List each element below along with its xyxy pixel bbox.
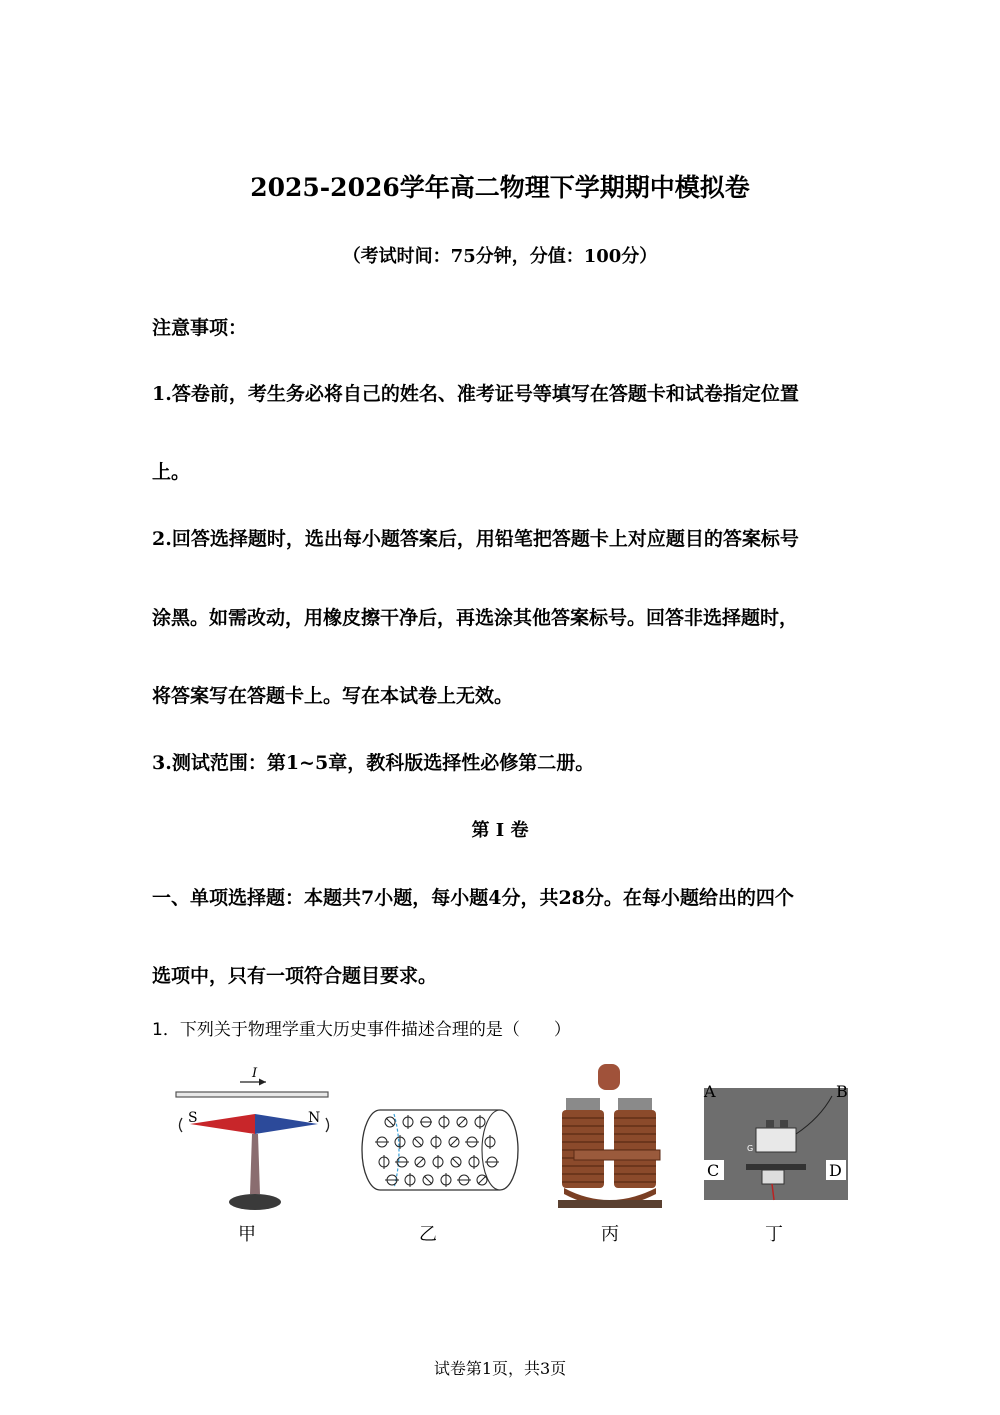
corner-c-label: C [707,1161,720,1180]
notice-line-2: 上。 [152,461,191,483]
figure-yi-caption: 乙 [419,1224,437,1245]
notice-line-3: 2.回答选择题时，选出每小题答案后，用铅笔把答题卡上对应题目的答案标号 [152,528,799,550]
figure-bing-caption: 丙 [601,1224,619,1245]
question-1-stem: 1．下列关于物理学重大历史事件描述合理的是（ ） [152,1020,571,1040]
notice-line-5: 将答案写在答题卡上。写在本试卷上无效。 [152,685,514,707]
notice-heading: 注意事项： [152,317,248,339]
exam-info: （考试时间：75分钟，分值：100分） [342,246,658,267]
pole-n-label: N [308,1110,321,1126]
figure-ding-caption: 丁 [765,1224,783,1245]
corner-d-label: D [829,1161,842,1180]
figure-yi-domains [360,1106,520,1194]
notice-line-4: 涂黑。如需改动，用橡皮擦干净后，再选涂其他答案标号。回答非选择题时， [152,607,799,629]
notice-line-6: 3.测试范围：第1~5章，教科版选择性必修第二册。 [152,752,595,774]
figure-jia-caption: 甲 [238,1224,256,1245]
page-title: 2025-2026学年高二物理下学期期中模拟卷 [250,173,750,202]
section-heading-line-1: 一、单项选择题：本题共7小题，每小题4分，共28分。在每小题给出的四个 [152,887,794,909]
galvanometer-label: G [747,1144,754,1153]
volume-mark: 第 I 卷 [471,820,529,841]
current-label: I [252,1066,258,1081]
figure-bing-electromagnet [552,1062,668,1214]
corner-a-label: A [704,1082,716,1101]
figure-jia-compass [168,1062,338,1212]
pole-s-label: S [188,1110,198,1126]
page-footer: 试卷第1页，共3页 [433,1359,567,1378]
section-heading-line-2: 选项中，只有一项符合题目要求。 [152,965,438,987]
figure-ding-experiment [700,1078,852,1206]
corner-b-label: B [836,1082,848,1101]
notice-line-1: 1.答卷前，考生务必将自己的姓名、准考证号等填写在答题卡和试卷指定位置 [152,383,799,405]
